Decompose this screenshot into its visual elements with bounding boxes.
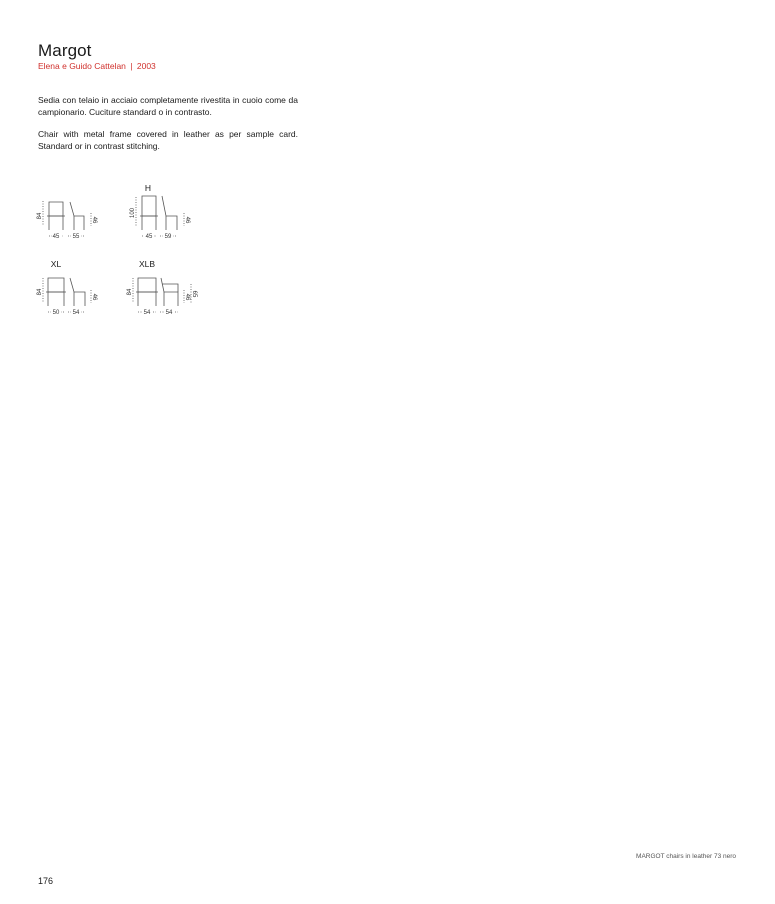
- dim-depth: 54: [165, 310, 173, 316]
- dim-seat-height: 46: [91, 293, 97, 301]
- dim-depth: 55: [72, 234, 80, 240]
- dim-seat-height: 46: [184, 216, 190, 224]
- designer-name: Elena e Guido Cattelan: [38, 61, 126, 71]
- dim-width: 45: [52, 234, 60, 240]
- page-number: 176: [38, 876, 54, 886]
- dim-width: 54: [143, 310, 151, 316]
- dim-height: 84: [37, 288, 43, 296]
- chair-drawing-xlb: [126, 274, 198, 318]
- dim-depth: 54: [72, 310, 80, 316]
- design-year: 2003: [136, 61, 156, 71]
- dim-height: 100: [130, 207, 136, 219]
- dim-seat-height: 46: [91, 216, 97, 224]
- chair-drawing-h: [127, 193, 191, 242]
- variant-label-xlb: XLB: [138, 259, 156, 269]
- description-english: Chair with metal frame covered in leather as per sample card. Standard or in contrast stitching.: [38, 129, 298, 151]
- dim-seat-height: 46: [184, 293, 190, 301]
- dim-width: 45: [145, 234, 153, 240]
- dim-height: 84: [37, 212, 43, 220]
- chair-drawing-xl: [36, 274, 100, 318]
- dim-armrest-height: 65: [191, 290, 197, 298]
- photo-caption: MARGOT chairs in leather 73 nero: [636, 853, 736, 860]
- description-italian: Sedia con telaio in acciaio completamente rivestita in cuoio come da campionario. Cuciture standard o in contrasto.: [38, 95, 298, 117]
- dim-height: 84: [127, 288, 133, 296]
- variant-label-h: H: [144, 183, 152, 193]
- product-subtitle: [38, 61, 156, 71]
- dim-width: 50: [52, 310, 60, 316]
- variant-label-xl: XL: [50, 259, 62, 269]
- chair-drawing-standard: [36, 196, 100, 242]
- subtitle-separator: |: [130, 61, 133, 71]
- dim-depth: 59: [164, 234, 172, 240]
- product-title: Margot: [38, 41, 92, 60]
